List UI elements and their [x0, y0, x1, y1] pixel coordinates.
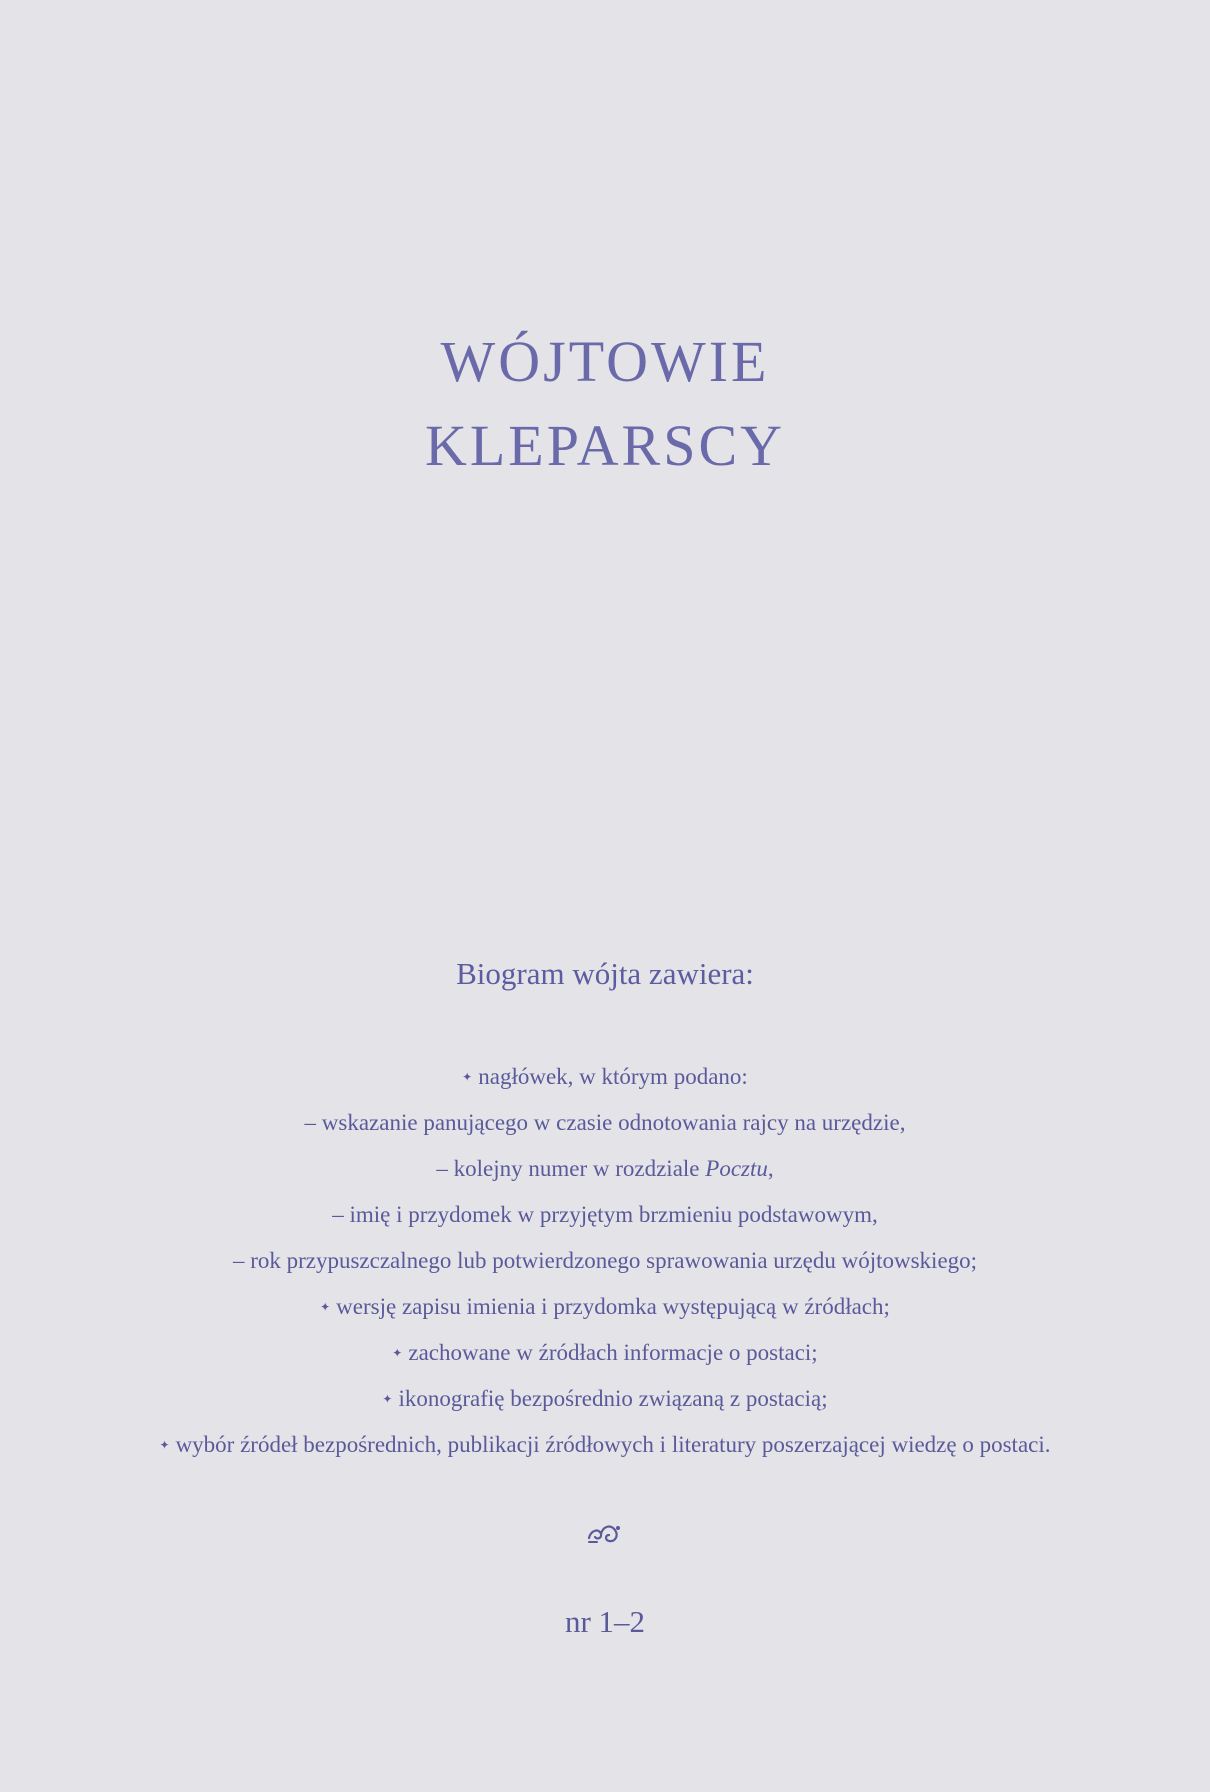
list-item: – imię i przydomek w przyjętym brzmieniu podstawowym,: [332, 1202, 878, 1227]
list-item: ✦ wersję zapisu imienia i przydomka występującą w źródłach;: [0, 1284, 1210, 1330]
bullet-icon: ✦: [159, 1437, 170, 1452]
page-number: nr 1–2: [564, 1604, 646, 1639]
bullet-icon: ✦: [382, 1391, 393, 1406]
bullet-icon: ✦: [320, 1299, 331, 1314]
list-item: ✦ zachowane w źródłach informacje o postaci;: [0, 1330, 1210, 1376]
section-heading: Biogram wójta zawiera:: [456, 956, 754, 991]
list-item: ✦ nagłówek, w którym podano:: [0, 1054, 1210, 1100]
contents-list: [0, 1054, 1210, 1468]
fleuron-icon: [585, 1518, 625, 1548]
bullet-icon: ✦: [462, 1069, 473, 1084]
title-line-2: KLEPARSCY: [424, 413, 786, 478]
list-item: ✦ wybór źródeł bezpośrednich, publikacji źródłowych i literatury poszerzającej wiedzę o postaci.: [0, 1422, 1210, 1468]
list-item: – rok przypuszczalnego lub potwierdzonego sprawowania urzędu wójtowskiego;: [232, 1248, 978, 1273]
list-item: ✦ ikonografię bezpośrednio związaną z postacią;: [0, 1376, 1210, 1422]
title-line-1: WÓJTOWIE: [440, 329, 770, 394]
italic-title: Pocztu: [705, 1156, 768, 1181]
list-item: – wskazanie panującego w czasie odnotowania rajcy na urzędzie,: [304, 1110, 906, 1135]
bullet-icon: ✦: [392, 1345, 403, 1360]
list-item: – kolejny numer w rozdziale Pocztu,: [436, 1156, 774, 1181]
